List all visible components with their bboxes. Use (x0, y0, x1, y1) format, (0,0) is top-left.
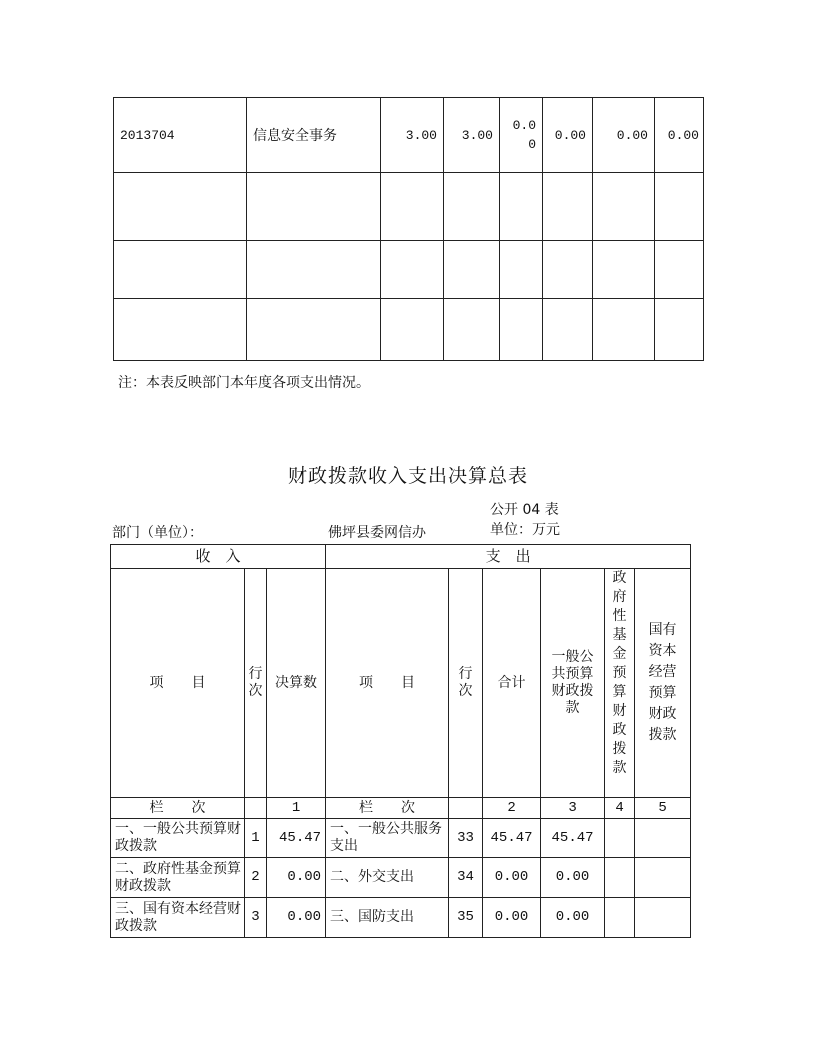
empty-cell (247, 173, 381, 241)
empty-cell (114, 241, 247, 299)
empty-cell (381, 173, 444, 241)
header-total: 合计 (483, 569, 541, 798)
table-row (114, 98, 704, 173)
header-item: 项 目 (111, 569, 245, 798)
income-line-no: 3 (245, 898, 267, 938)
dept-name: 佛坪县委网信办 (328, 525, 426, 541)
value-cell: 0.00 (655, 98, 704, 173)
dept-label: 部门（单位）： (112, 525, 203, 541)
table-row (111, 858, 691, 898)
empty-cell (245, 798, 267, 819)
expense-total: 0.00 (483, 858, 541, 898)
header-line-no-expense: 行次 (449, 569, 483, 798)
column-index-row (111, 798, 691, 819)
empty-cell (444, 299, 500, 361)
expense-total: 0.00 (483, 898, 541, 938)
empty-cell (593, 299, 655, 361)
expense-total: 45.47 (483, 819, 541, 858)
empty-cell (543, 299, 593, 361)
expense-line-no: 34 (449, 858, 483, 898)
expense-state-capital (635, 819, 691, 858)
empty-cell (655, 173, 704, 241)
column-header-row (111, 569, 691, 798)
empty-cell (543, 241, 593, 299)
empty-cell (247, 241, 381, 299)
expense-general-budget: 0.00 (541, 858, 605, 898)
empty-cell (655, 299, 704, 361)
col-index-label: 栏 次 (111, 798, 245, 819)
expense-gov-fund (605, 898, 635, 938)
empty-cell (500, 241, 543, 299)
empty-cell (114, 299, 247, 361)
header-gov-fund: 政府性基金预算财政拨款 (605, 569, 635, 798)
empty-cell (593, 241, 655, 299)
expense-line-no: 33 (449, 819, 483, 858)
col-index-2: 2 (483, 798, 541, 819)
empty-cell (381, 299, 444, 361)
income-section-header: 收 入 (111, 545, 326, 569)
form-number: 公开 04 表 (490, 502, 559, 518)
income-item: 一、一般公共预算财政拨款 (111, 819, 245, 858)
expense-general-budget: 0.00 (541, 898, 605, 938)
table-note: 注：本表反映部门本年度各项支出情况。 (118, 375, 370, 391)
empty-cell (247, 299, 381, 361)
table-row (114, 241, 704, 299)
empty-cell (543, 173, 593, 241)
expense-gov-fund (605, 819, 635, 858)
income-line-no: 2 (245, 858, 267, 898)
table-row (114, 299, 704, 361)
income-item: 二、政府性基金预算财政拨款 (111, 858, 245, 898)
expense-line-no: 35 (449, 898, 483, 938)
income-item: 三、国有资本经营财政拨款 (111, 898, 245, 938)
empty-cell (444, 173, 500, 241)
table-row (111, 819, 691, 858)
col-index-3: 3 (541, 798, 605, 819)
header-final-amount: 决算数 (267, 569, 326, 798)
value-cell: 0.0 0 (500, 98, 543, 173)
table-row (111, 898, 691, 938)
value-cell: 3.00 (381, 98, 444, 173)
value-cell: 0.00 (543, 98, 593, 173)
subject-code: 2013704 (114, 98, 247, 173)
table-row (114, 173, 704, 241)
empty-cell (114, 173, 247, 241)
empty-cell (500, 173, 543, 241)
expense-state-capital (635, 898, 691, 938)
income-amount: 0.00 (267, 898, 326, 938)
expense-detail-table (113, 97, 704, 361)
value-cell: 0.00 (593, 98, 655, 173)
col-index-4: 4 (605, 798, 635, 819)
subject-name: 信息安全事务 (247, 98, 381, 173)
section-header-row (111, 545, 691, 569)
expense-gov-fund (605, 858, 635, 898)
expense-state-capital (635, 858, 691, 898)
header-item-expense: 项 目 (326, 569, 449, 798)
empty-cell (444, 241, 500, 299)
expense-item: 三、国防支出 (326, 898, 449, 938)
header-general-budget: 一般公共预算财政拨款 (541, 569, 605, 798)
empty-cell (449, 798, 483, 819)
income-line-no: 1 (245, 819, 267, 858)
col-index-1: 1 (267, 798, 326, 819)
income-amount: 45.47 (267, 819, 326, 858)
expense-general-budget: 45.47 (541, 819, 605, 858)
fiscal-summary-table (110, 544, 691, 938)
expense-item: 一、一般公共服务支出 (326, 819, 449, 858)
empty-cell (655, 241, 704, 299)
expense-section-header: 支 出 (326, 545, 691, 569)
expense-item: 二、外交支出 (326, 858, 449, 898)
empty-cell (500, 299, 543, 361)
header-state-capital: 国有资本经营预算财政拨款 (635, 569, 691, 798)
col-index-5: 5 (635, 798, 691, 819)
col-index-label-expense: 栏 次 (326, 798, 449, 819)
header-line-no: 行次 (245, 569, 267, 798)
income-amount: 0.00 (267, 858, 326, 898)
empty-cell (593, 173, 655, 241)
value-cell: 3.00 (444, 98, 500, 173)
report-title: 财政拨款收入支出决算总表 (287, 465, 528, 487)
unit-label: 单位：万元 (490, 522, 560, 538)
empty-cell (381, 241, 444, 299)
